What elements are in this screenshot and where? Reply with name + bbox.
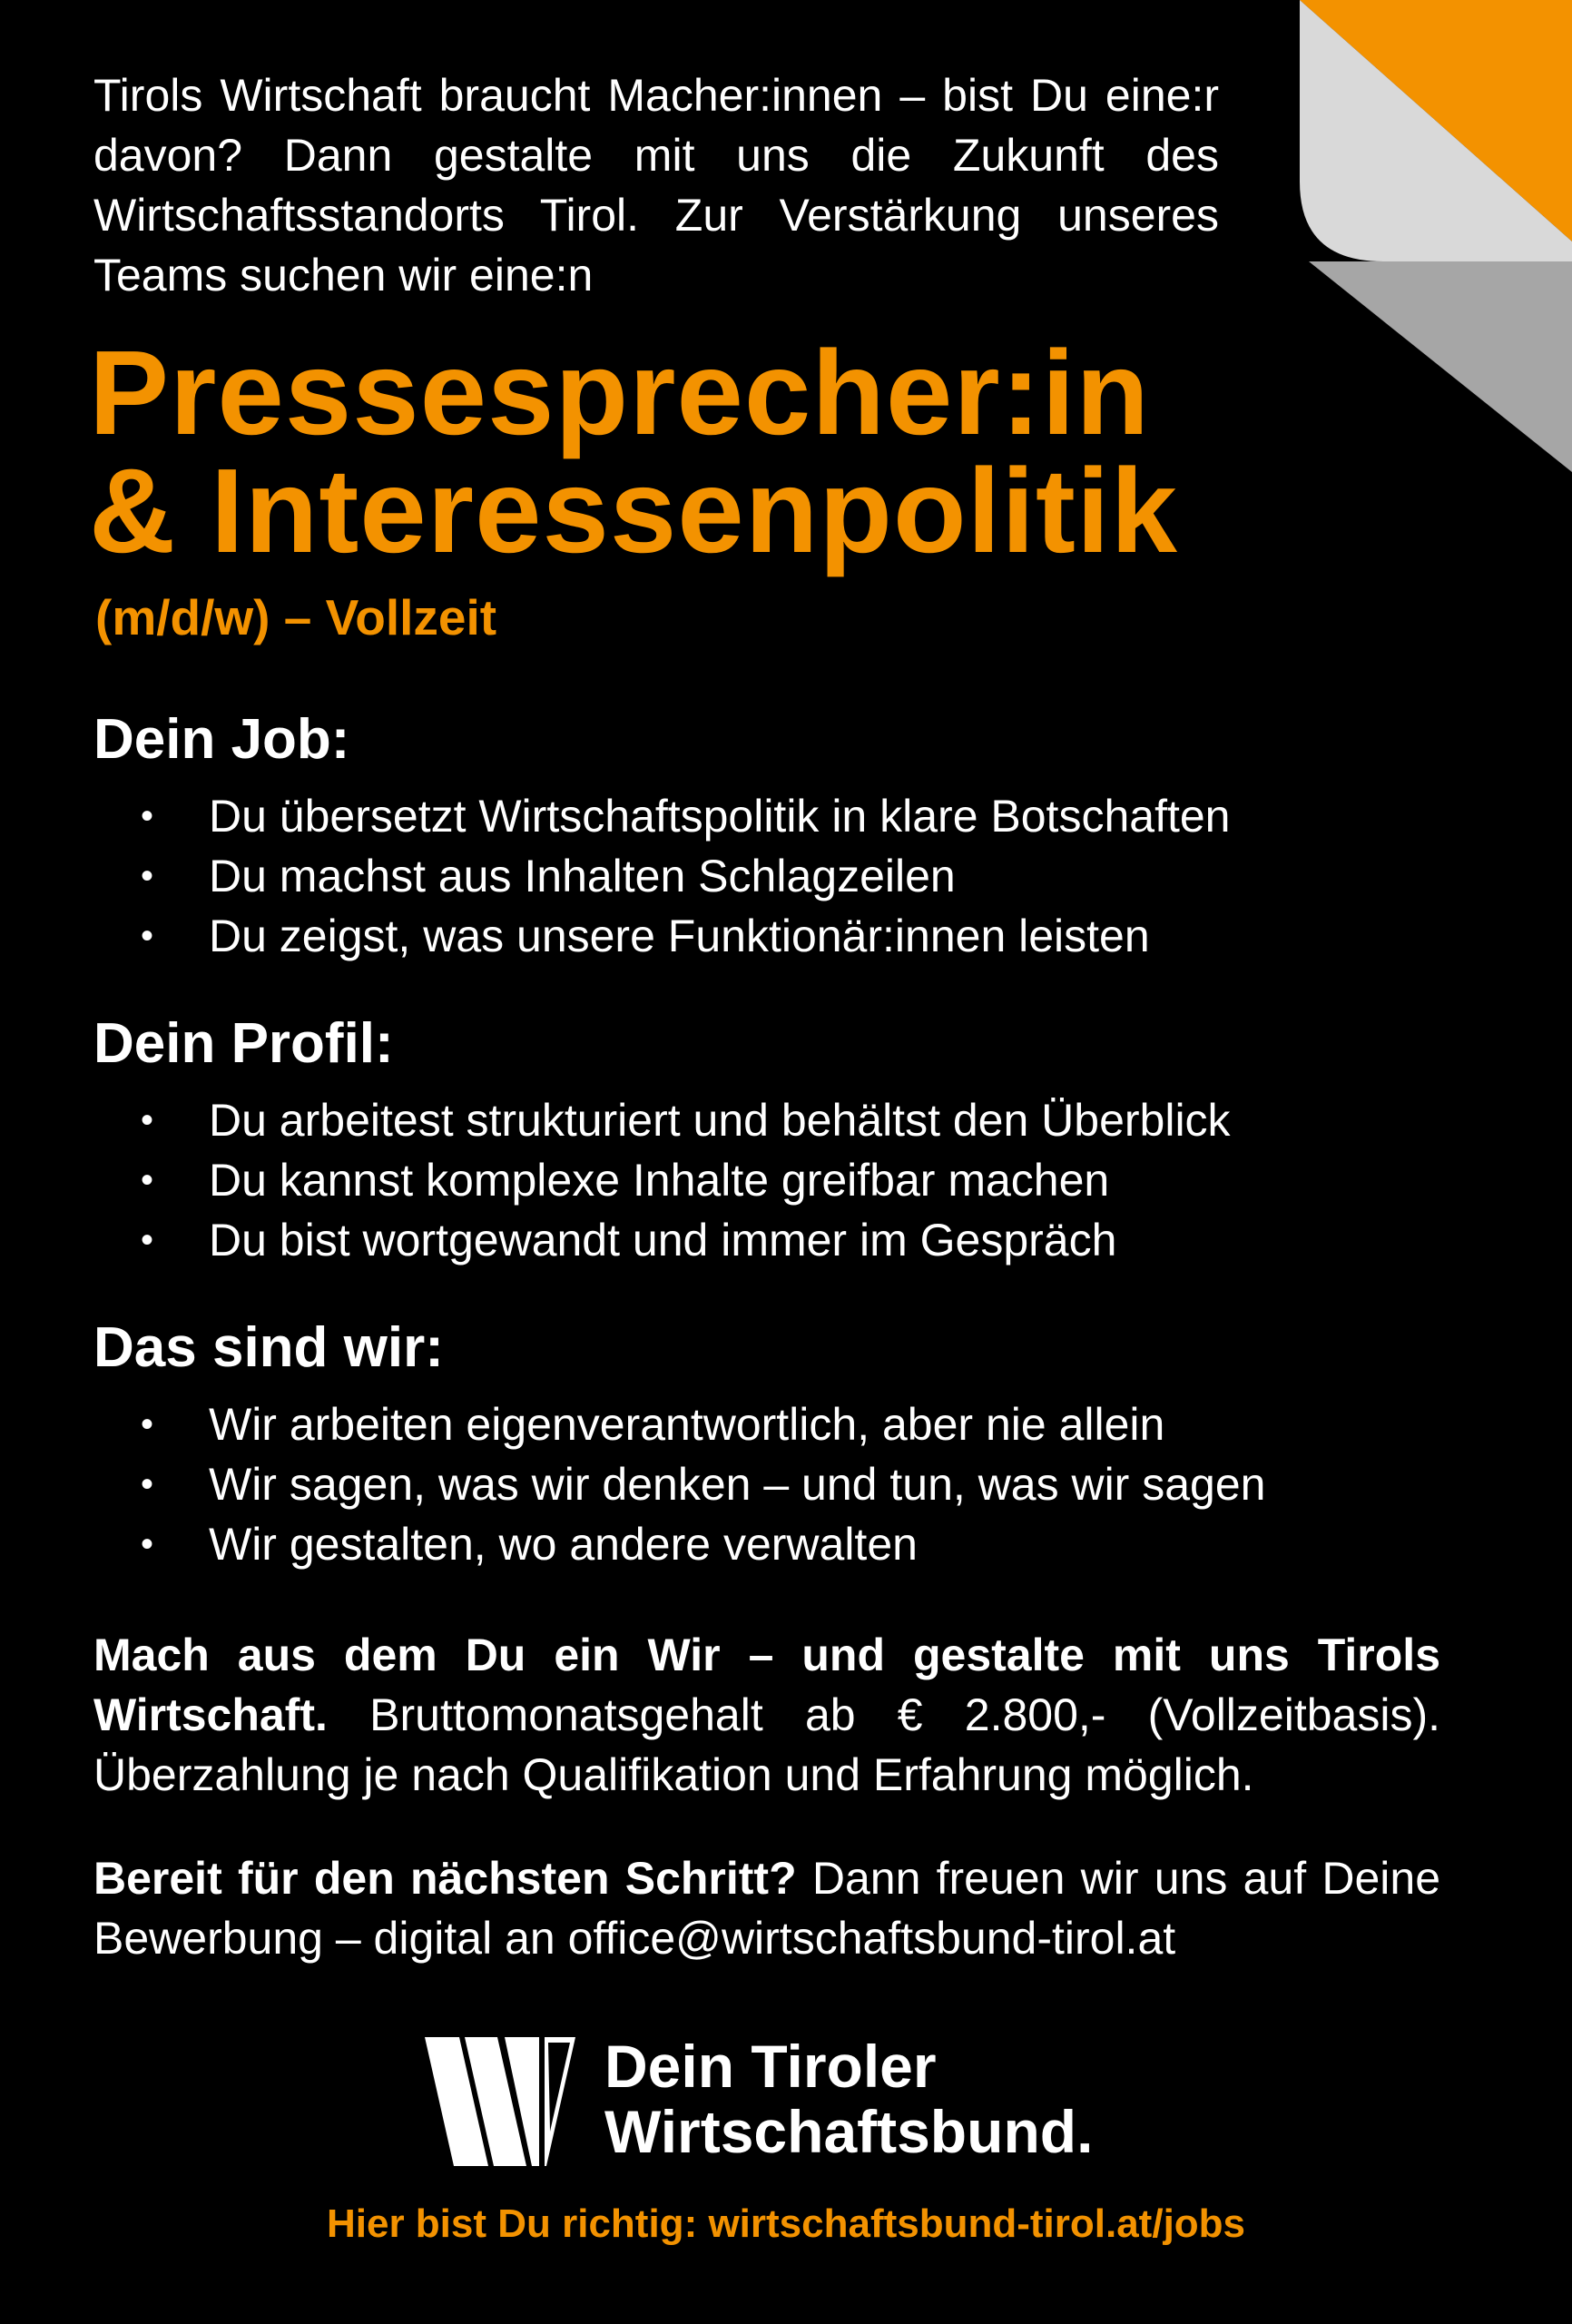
logo-line1: Dein Tiroler [604, 2033, 937, 2100]
wirtschaftsbund-w-logo-icon [425, 2037, 579, 2166]
bullet-list [93, 1394, 1455, 1574]
salary-paragraph [93, 1625, 1440, 1805]
bullet-icon: • [141, 1464, 154, 1504]
list-item: • Wir arbeiten eigenverantwortlich, aber nie allein [93, 1394, 1455, 1454]
list-item: • Wir gestalten, wo andere verwalten [93, 1514, 1455, 1574]
section-dein-job [93, 706, 1455, 966]
apply-lead: Bereit für den nächsten Schritt? [93, 1853, 797, 1904]
section-heading: Dein Profil: [93, 1012, 394, 1075]
bullet-list [93, 786, 1455, 966]
list-item: • Du machst aus Inhalten Schlagzeilen [93, 846, 1455, 906]
job-title-line1: Pressesprecher:in [89, 326, 1150, 459]
apply-paragraph [93, 1848, 1440, 1968]
list-item: • Du arbeitest strukturiert und behältst den Überblick [93, 1090, 1455, 1150]
bullet-icon: • [141, 1220, 154, 1260]
logo-text [604, 2034, 1093, 2164]
list-item: • Du kannst komplexe Inhalte greifbar machen [93, 1150, 1455, 1210]
section-dein-profil [93, 1010, 1455, 1270]
list-item: • Du zeigst, was unsere Funktionär:innen leisten [93, 906, 1455, 966]
job-title [89, 326, 1450, 577]
section-das-sind-wir [93, 1315, 1455, 1574]
logo-line2: Wirtschaftsbund. [604, 2098, 1094, 2165]
bullet-icon: • [141, 1404, 154, 1444]
section-heading: Dein Job: [93, 708, 350, 771]
wirtschaftsbund-logo [425, 2034, 1169, 2170]
salary-text: Bruttomonatsgehalt ab € 2.800,- (Vollzeitbasis). Überzahlung je nach Qualifikation und Erfahrung möglich. [93, 1689, 1440, 1800]
list-item: • Du bist wortgewandt und immer im Gespräch [93, 1210, 1455, 1270]
bullet-icon: • [141, 856, 154, 896]
bullet-icon: • [141, 796, 154, 836]
bullet-list [93, 1090, 1455, 1270]
apply-text: Dann freuen wir uns auf Deine Bewerbung – digital an office@wirtschaftsbund-tirol.at [93, 1853, 1441, 1964]
bullet-icon: • [141, 1160, 154, 1200]
job-title-line2: & Interessenpolitik [89, 444, 1178, 577]
intro-text: Tirols Wirtschaft braucht Macher:innen – bist Du eine:r davon? Dann gestalte mit uns die Zukunft des Wirtschaftsstandorts Tirol. Zur Verstärkung unseres Teams suchen wir eine:n [93, 70, 1219, 300]
footer-jobs-link[interactable]: Hier bist Du richtig: wirtschaftsbund-tirol.at/jobs [326, 2201, 1246, 2246]
list-item: • Du übersetzt Wirtschaftspolitik in klare Botschaften [93, 786, 1455, 846]
salary-lead: Mach aus dem Du ein Wir – und gestalte mit uns Tirols Wirtschaft. [93, 1630, 1440, 1740]
section-heading: Das sind wir: [93, 1316, 444, 1379]
bullet-icon: • [141, 916, 154, 956]
bullet-icon: • [141, 1100, 154, 1140]
list-item: • Wir sagen, was wir denken – und tun, was wir sagen [93, 1454, 1455, 1514]
bullet-icon: • [141, 1524, 154, 1564]
job-subtitle: (m/d/w) – Vollzeit [95, 589, 497, 645]
